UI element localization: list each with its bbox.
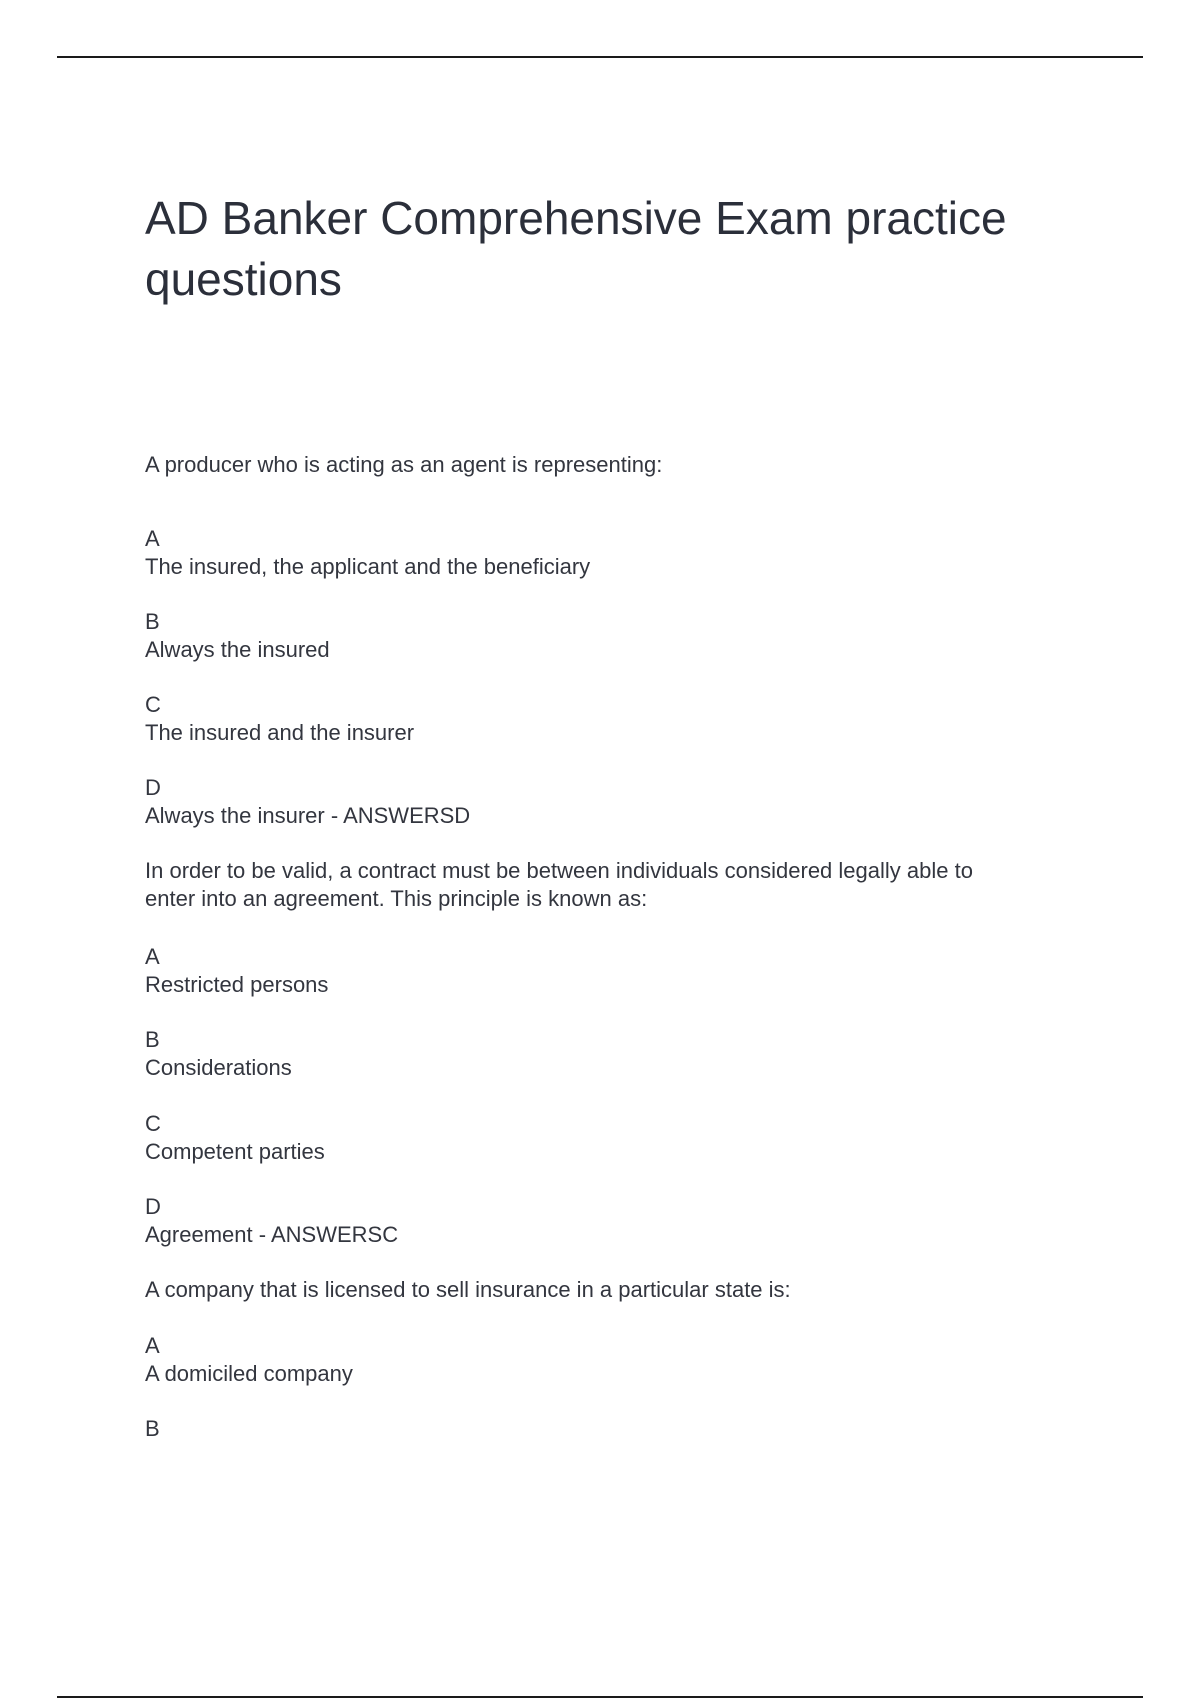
question-2-option-d-letter: D: [145, 1194, 161, 1219]
question-1-prompt: A producer who is acting as an agent is representing:: [145, 452, 663, 477]
question-3-option-b-letter: B: [145, 1416, 160, 1441]
question-1-option-a-text: The insured, the applicant and the beneficiary: [145, 554, 591, 579]
question-2-option-b-text: Considerations: [145, 1055, 292, 1080]
question-1-option-b-text: Always the insured: [145, 637, 330, 662]
question-2-option-c-letter: C: [145, 1111, 161, 1136]
question-2-prompt-line-1: In order to be valid, a contract must be between individuals considered legally able to: [145, 858, 973, 883]
question-1-option-c-text: The insured and the insurer: [145, 720, 415, 745]
document-title: AD Banker Comprehensive Exam practice questions: [145, 192, 1007, 305]
question-2-prompt-line-2: enter into an agreement. This principle is known as:: [145, 886, 648, 911]
bottom-rule: [57, 1696, 1143, 1698]
question-1-option-d-letter: D: [145, 775, 161, 800]
question-1-option-d-text: Always the insurer - ANSWERSD: [145, 803, 471, 828]
question-2-option-a-text: Restricted persons: [145, 972, 329, 997]
question-2-option-d-text: Agreement - ANSWERSC: [145, 1222, 399, 1247]
question-2-option-a-letter: A: [145, 944, 160, 969]
question-3-prompt: A company that is licensed to sell insurance in a particular state is:: [145, 1277, 791, 1302]
question-1-option-a-letter: A: [145, 526, 160, 551]
question-1-option-b-letter: B: [145, 609, 160, 634]
question-3-option-a-letter: A: [145, 1333, 160, 1358]
question-1-option-c-letter: C: [145, 692, 161, 717]
top-rule: [57, 56, 1143, 58]
question-2-option-c-text: Competent parties: [145, 1139, 325, 1164]
question-2-option-b-letter: B: [145, 1027, 160, 1052]
question-3-option-a-text: A domiciled company: [145, 1361, 353, 1386]
